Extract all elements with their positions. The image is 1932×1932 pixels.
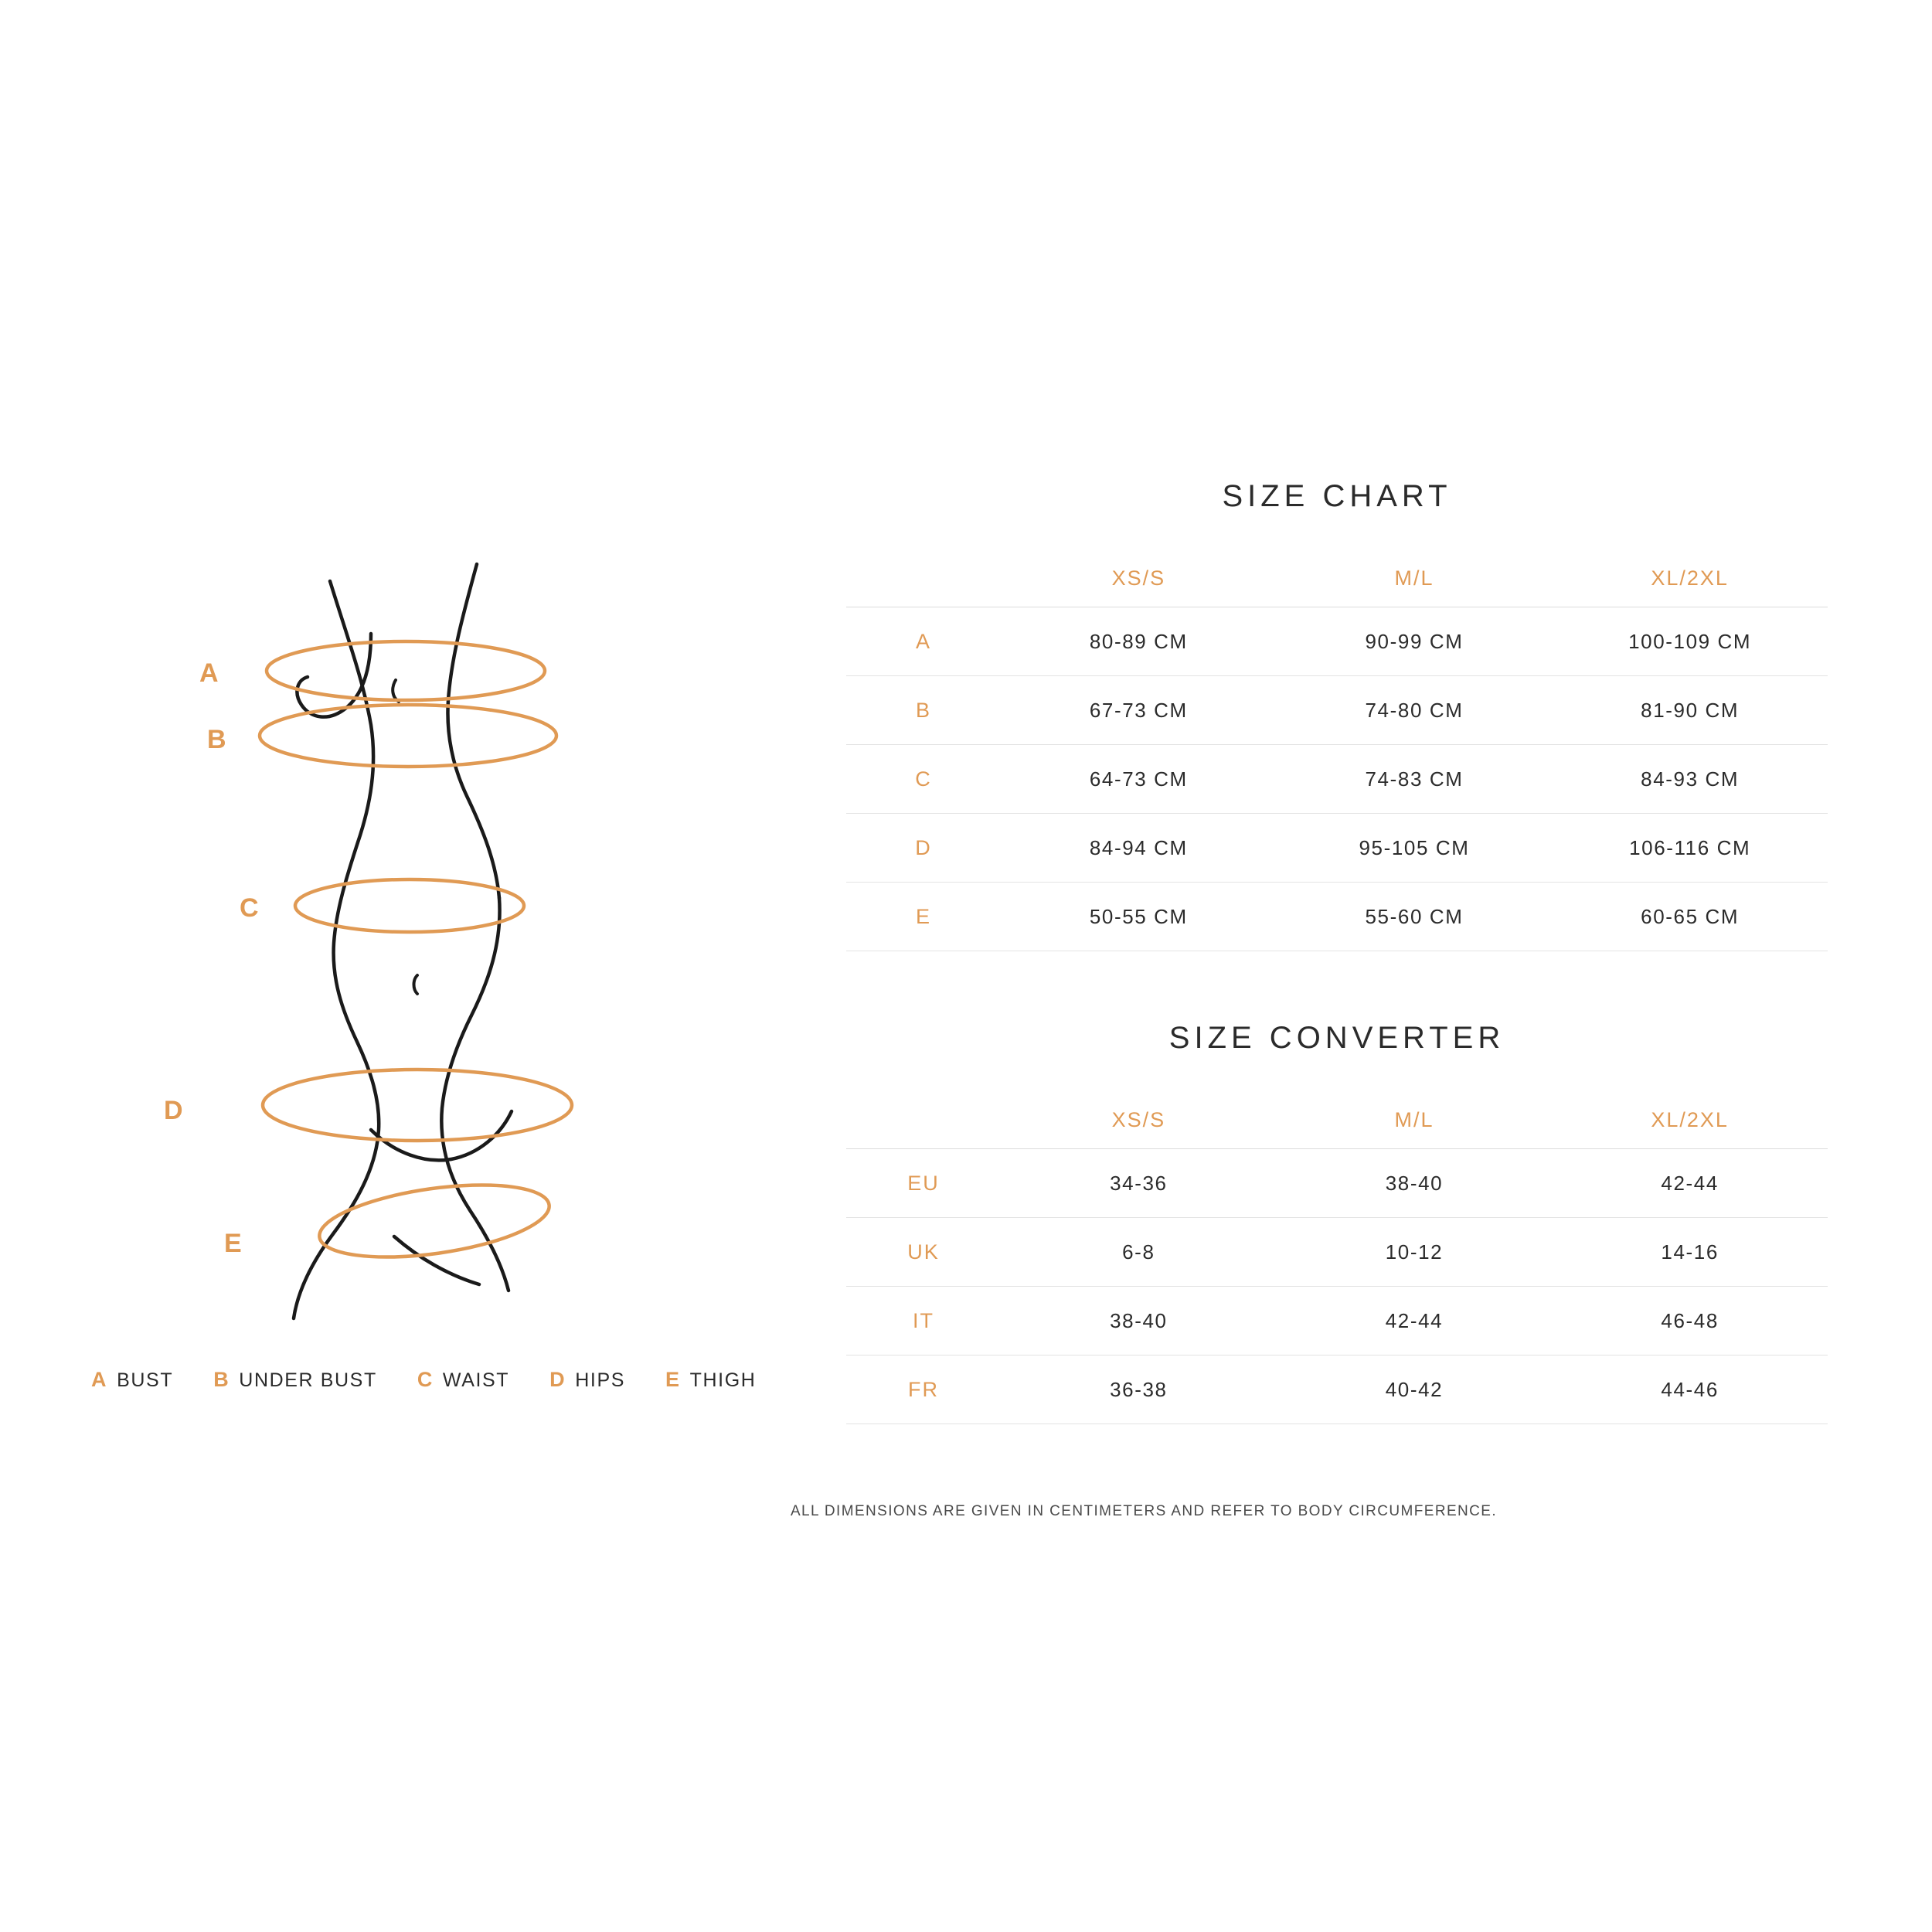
size-converter-row-key-fr: FR xyxy=(908,1377,939,1401)
size-converter-uk-xl-2xl: 14-16 xyxy=(1661,1240,1719,1264)
size-converter-col-3: XL/2XL xyxy=(1552,1091,1828,1149)
size-chart-col-3: XL/2XL xyxy=(1552,549,1828,607)
size-chart-a-xs-s: 80-89 CM xyxy=(1089,629,1188,653)
size-chart-row-key-b: B xyxy=(915,698,931,722)
size-converter-head xyxy=(846,1091,1828,1149)
size-chart-table xyxy=(846,549,1828,951)
size-chart-b-xl-2xl: 81-90 CM xyxy=(1641,698,1740,722)
footnote: ALL DIMENSIONS ARE GIVEN IN CENTIMETERS AND REFER TO BODY CIRCUMFERENCE. xyxy=(790,1503,1498,1519)
tables-panel xyxy=(846,479,1828,1424)
size-converter-title: SIZE CONVERTER xyxy=(1168,1021,1505,1055)
legend-key-a: A xyxy=(91,1368,108,1391)
table-row xyxy=(846,883,1828,951)
size-chart-row-key-e: E xyxy=(915,904,931,928)
size-converter-row-key-eu: EU xyxy=(907,1171,940,1195)
size-converter-eu-m-l: 38-40 xyxy=(1385,1171,1444,1195)
size-converter-col-1: XS/S xyxy=(1001,1091,1277,1149)
table-row xyxy=(846,745,1828,814)
legend-item-waist xyxy=(417,1368,509,1392)
body-figure-svg xyxy=(139,541,788,1468)
size-chart-header-row xyxy=(846,549,1828,607)
marker-b: B xyxy=(207,725,226,754)
size-chart-row-key-d: D xyxy=(915,835,932,859)
size-converter-row-key-uk: UK xyxy=(907,1240,940,1264)
ring-d xyxy=(263,1070,572,1141)
size-converter-it-xs-s: 38-40 xyxy=(1110,1308,1168,1332)
size-converter-body xyxy=(846,1149,1828,1424)
legend-label-a: BUST xyxy=(117,1369,174,1391)
legend xyxy=(91,1368,787,1392)
ring-a xyxy=(267,641,545,700)
size-chart-row-key-c: C xyxy=(915,767,932,791)
ring-e xyxy=(315,1173,554,1270)
legend-key-d: D xyxy=(549,1368,566,1391)
size-chart-e-m-l: 55-60 CM xyxy=(1365,904,1464,928)
size-chart-body xyxy=(846,607,1828,951)
ring-b xyxy=(260,705,556,767)
size-converter-uk-xs-s: 6-8 xyxy=(1122,1240,1155,1264)
table-row xyxy=(846,1355,1828,1424)
legend-item-thigh xyxy=(665,1368,756,1392)
footnote-wrapper xyxy=(0,1503,1932,1520)
table-row xyxy=(846,1218,1828,1287)
size-converter-eu-xl-2xl: 42-44 xyxy=(1661,1171,1719,1195)
size-chart-d-xs-s: 84-94 CM xyxy=(1089,835,1188,859)
legend-key-c: C xyxy=(417,1368,434,1391)
measure-rings xyxy=(260,641,572,1269)
size-chart-c-xs-s: 64-73 CM xyxy=(1089,767,1188,791)
size-converter-fr-xs-s: 36-38 xyxy=(1110,1377,1168,1401)
table-row xyxy=(846,607,1828,676)
table-row xyxy=(846,1287,1828,1355)
size-chart-b-m-l: 74-80 CM xyxy=(1365,698,1464,722)
size-chart-e-xl-2xl: 60-65 CM xyxy=(1641,904,1740,928)
size-chart-col-0 xyxy=(846,549,1001,607)
ring-c xyxy=(295,879,524,932)
size-converter-col-0 xyxy=(846,1091,1001,1149)
size-chart-col-1: XS/S xyxy=(1001,549,1277,607)
size-converter-fr-m-l: 40-42 xyxy=(1385,1377,1444,1401)
ring-labels xyxy=(164,658,259,1258)
size-converter-col-2: M/L xyxy=(1277,1091,1553,1149)
body-measurement-illustration xyxy=(139,541,788,1468)
marker-a: A xyxy=(199,658,219,688)
size-chart-title: SIZE CHART xyxy=(1222,479,1452,513)
legend-label-d: HIPS xyxy=(575,1369,626,1391)
size-chart-a-m-l: 90-99 CM xyxy=(1365,629,1464,653)
size-converter-header-row xyxy=(846,1091,1828,1149)
size-chart-c-m-l: 74-83 CM xyxy=(1365,767,1464,791)
size-converter-it-xl-2xl: 46-48 xyxy=(1661,1308,1719,1332)
table-row xyxy=(846,676,1828,745)
size-converter-row-key-it: IT xyxy=(913,1308,934,1332)
legend-label-c: WAIST xyxy=(442,1369,510,1391)
size-converter-eu-xs-s: 34-36 xyxy=(1110,1171,1168,1195)
legend-item-under-bust xyxy=(213,1368,377,1392)
legend-key-e: E xyxy=(665,1368,681,1391)
size-chart-col-2: M/L xyxy=(1277,549,1553,607)
size-converter-fr-xl-2xl: 44-46 xyxy=(1661,1377,1719,1401)
marker-d: D xyxy=(164,1096,183,1125)
size-converter-uk-m-l: 10-12 xyxy=(1385,1240,1444,1264)
marker-e: E xyxy=(224,1229,242,1258)
size-chart-d-xl-2xl: 106-116 CM xyxy=(1629,835,1751,859)
legend-key-b: B xyxy=(213,1368,230,1391)
section-spacer xyxy=(846,951,1828,1021)
body-outline xyxy=(294,564,512,1318)
size-converter-table xyxy=(846,1091,1828,1424)
marker-c: C xyxy=(240,893,259,923)
size-chart-a-xl-2xl: 100-109 CM xyxy=(1628,629,1752,653)
table-row xyxy=(846,814,1828,883)
legend-label-e: THIGH xyxy=(689,1369,757,1391)
legend-item-hips xyxy=(549,1368,625,1392)
size-chart-row-key-a: A xyxy=(915,629,931,653)
size-chart-b-xs-s: 67-73 CM xyxy=(1089,698,1188,722)
size-chart-e-xs-s: 50-55 CM xyxy=(1089,904,1188,928)
size-converter-it-m-l: 42-44 xyxy=(1385,1308,1444,1332)
size-chart-c-xl-2xl: 84-93 CM xyxy=(1641,767,1740,791)
legend-label-b: UNDER BUST xyxy=(239,1369,377,1391)
size-chart-head xyxy=(846,549,1828,607)
legend-item-bust xyxy=(91,1368,173,1392)
table-row xyxy=(846,1149,1828,1218)
size-chart-d-m-l: 95-105 CM xyxy=(1359,835,1470,859)
